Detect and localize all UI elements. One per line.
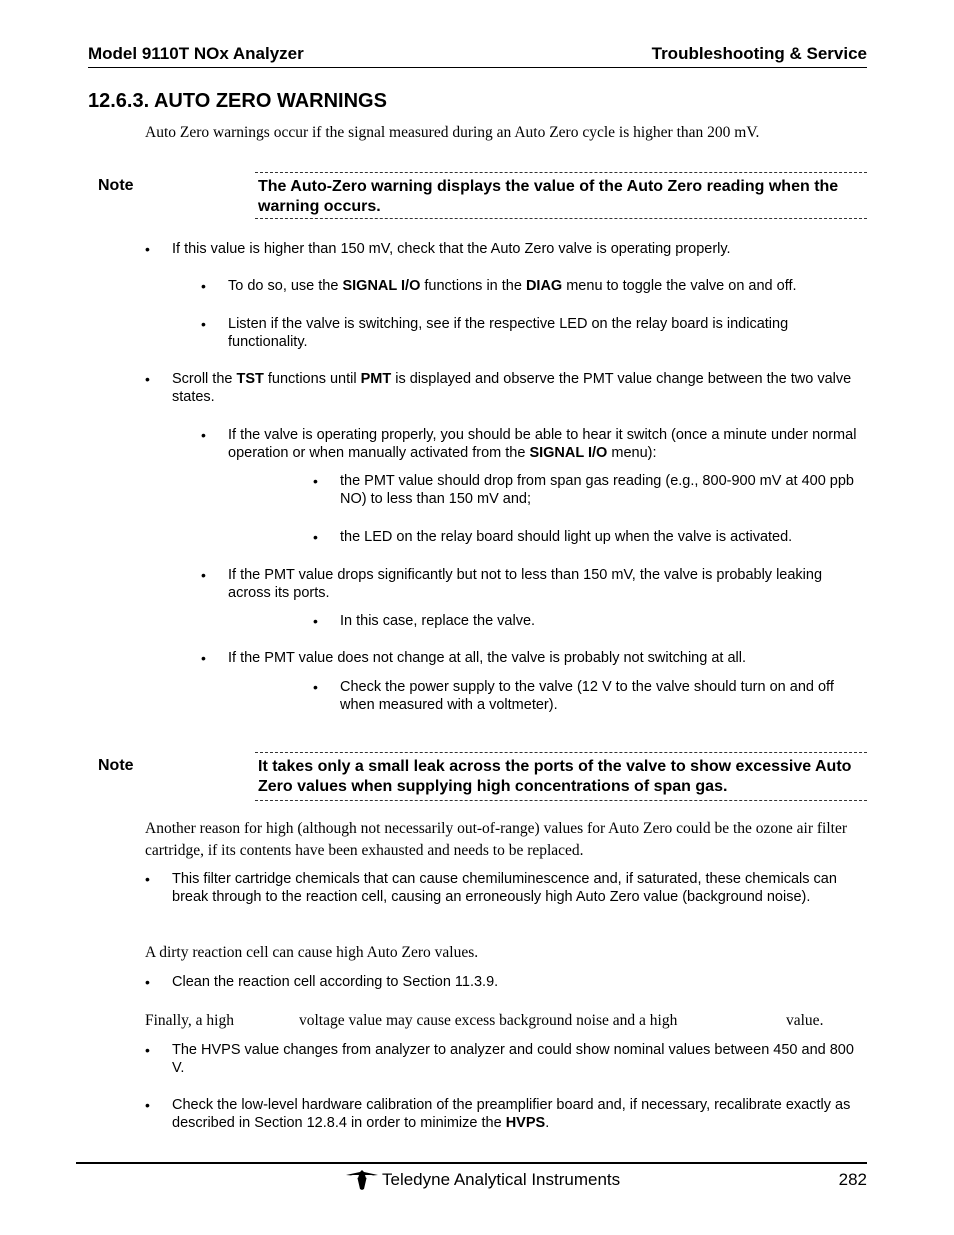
note-divider-bottom bbox=[255, 218, 867, 219]
header-section: Troubleshooting & Service bbox=[651, 44, 867, 63]
bullet-icon: • bbox=[145, 974, 150, 990]
section-title: 12.6.3. AUTO ZERO WARNINGS bbox=[88, 90, 387, 112]
paragraph-part: value. bbox=[786, 1012, 824, 1029]
bullet-icon: • bbox=[145, 871, 150, 887]
paragraph: Another reason for high (although not necessarily out-of-range) values for Auto Zero could be the ozone air filter cartridge, if its contents have been exhausted and needs to be replaced. bbox=[145, 820, 847, 859]
note-label: Note bbox=[98, 757, 134, 774]
bullet-icon: • bbox=[313, 679, 318, 695]
header-rule bbox=[88, 67, 867, 68]
paragraph: A dirty reaction cell can cause high Auto Zero values. bbox=[145, 944, 479, 961]
paragraph-part: voltage value may cause excess background noise and a high bbox=[299, 1012, 678, 1029]
bullet-icon: • bbox=[201, 278, 206, 294]
bullet-icon: • bbox=[145, 371, 150, 387]
bullet-icon: • bbox=[201, 427, 206, 443]
note-divider-top bbox=[255, 752, 867, 753]
bullet-icon: • bbox=[201, 567, 206, 583]
bullet-icon: • bbox=[201, 316, 206, 332]
bullet-icon: • bbox=[145, 241, 150, 257]
bullet-icon: • bbox=[201, 650, 206, 666]
note-divider-top bbox=[255, 172, 867, 173]
bullet-icon: • bbox=[145, 1097, 150, 1113]
section-intro: Auto Zero warnings occur if the signal measured during an Auto Zero cycle is higher than 200 mV. bbox=[145, 124, 760, 141]
page-number: 282 bbox=[838, 1170, 867, 1189]
footer-rule bbox=[76, 1162, 867, 1164]
bullet-icon: • bbox=[313, 529, 318, 545]
note-text: It takes only a small leak across the ports of the valve to show excessive Auto Zero values when supplying high concentrations of span gas. bbox=[258, 758, 852, 795]
paragraph-part: Finally, a high bbox=[145, 1012, 234, 1029]
note-text: The Auto-Zero warning displays the value of the Auto Zero reading when the warning occurs. bbox=[258, 178, 839, 215]
bullet-icon: • bbox=[313, 613, 318, 629]
header-title: Model 9110T NOx Analyzer bbox=[88, 44, 304, 63]
teledyne-logo-icon bbox=[345, 1169, 379, 1191]
bullet-icon: • bbox=[313, 473, 318, 489]
note-label: Note bbox=[98, 177, 134, 194]
footer-company: Teledyne Analytical Instruments bbox=[382, 1170, 621, 1189]
bullet-icon: • bbox=[145, 1042, 150, 1058]
note-divider-bottom bbox=[255, 800, 867, 801]
